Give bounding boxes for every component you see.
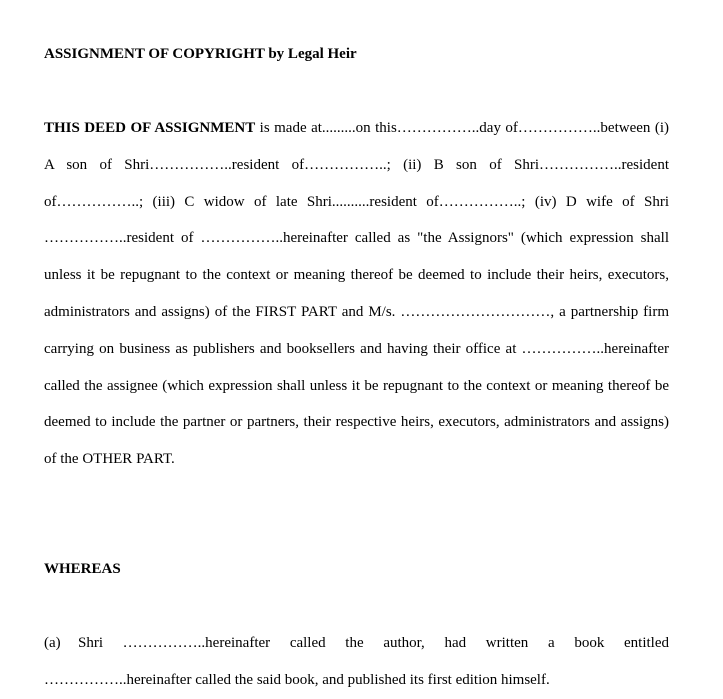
intro-body-text: is made at.........on this……………..day of……………..between (i) A son of Shri……………..resident of……………..; (ii) B son of Shri……………..resident of……………..; (iii) C widow of late Shri..........resident of……………..; (iv) D wife of Shri ……………..resident of ……………..hereinafter called as "the Assignors" (which expression shall unless it be repugnant to the context or meaning thereof be deemed to include their heirs, executors, administrators and assigns) of the FIRST PART and M/s. …………………………, a partnership firm carrying on business as publishers and booksellers and having their office at ……………..hereinafter called the assignee (which expression shall unless it be repugnant to the context or meaning thereof be deemed to include the partner or partners, their respective heirs, executors, administrators and assigns) of the OTHER PART. [44, 120, 669, 468]
document-title: ASSIGNMENT OF COPYRIGHT by Legal Heir [44, 46, 357, 62]
clause-a-label: (a) [44, 635, 61, 651]
clause-a-text: Shri ……………..hereinafter called the author, had written a book entitled ……………..hereinafter called the said book, and published its first edition himself. [44, 635, 669, 688]
clause-a [44, 625, 669, 699]
whereas-heading: WHEREAS [44, 561, 121, 577]
intro-paragraph [44, 110, 669, 478]
intro-lead-text: THIS DEED OF ASSIGNMENT [44, 120, 256, 136]
